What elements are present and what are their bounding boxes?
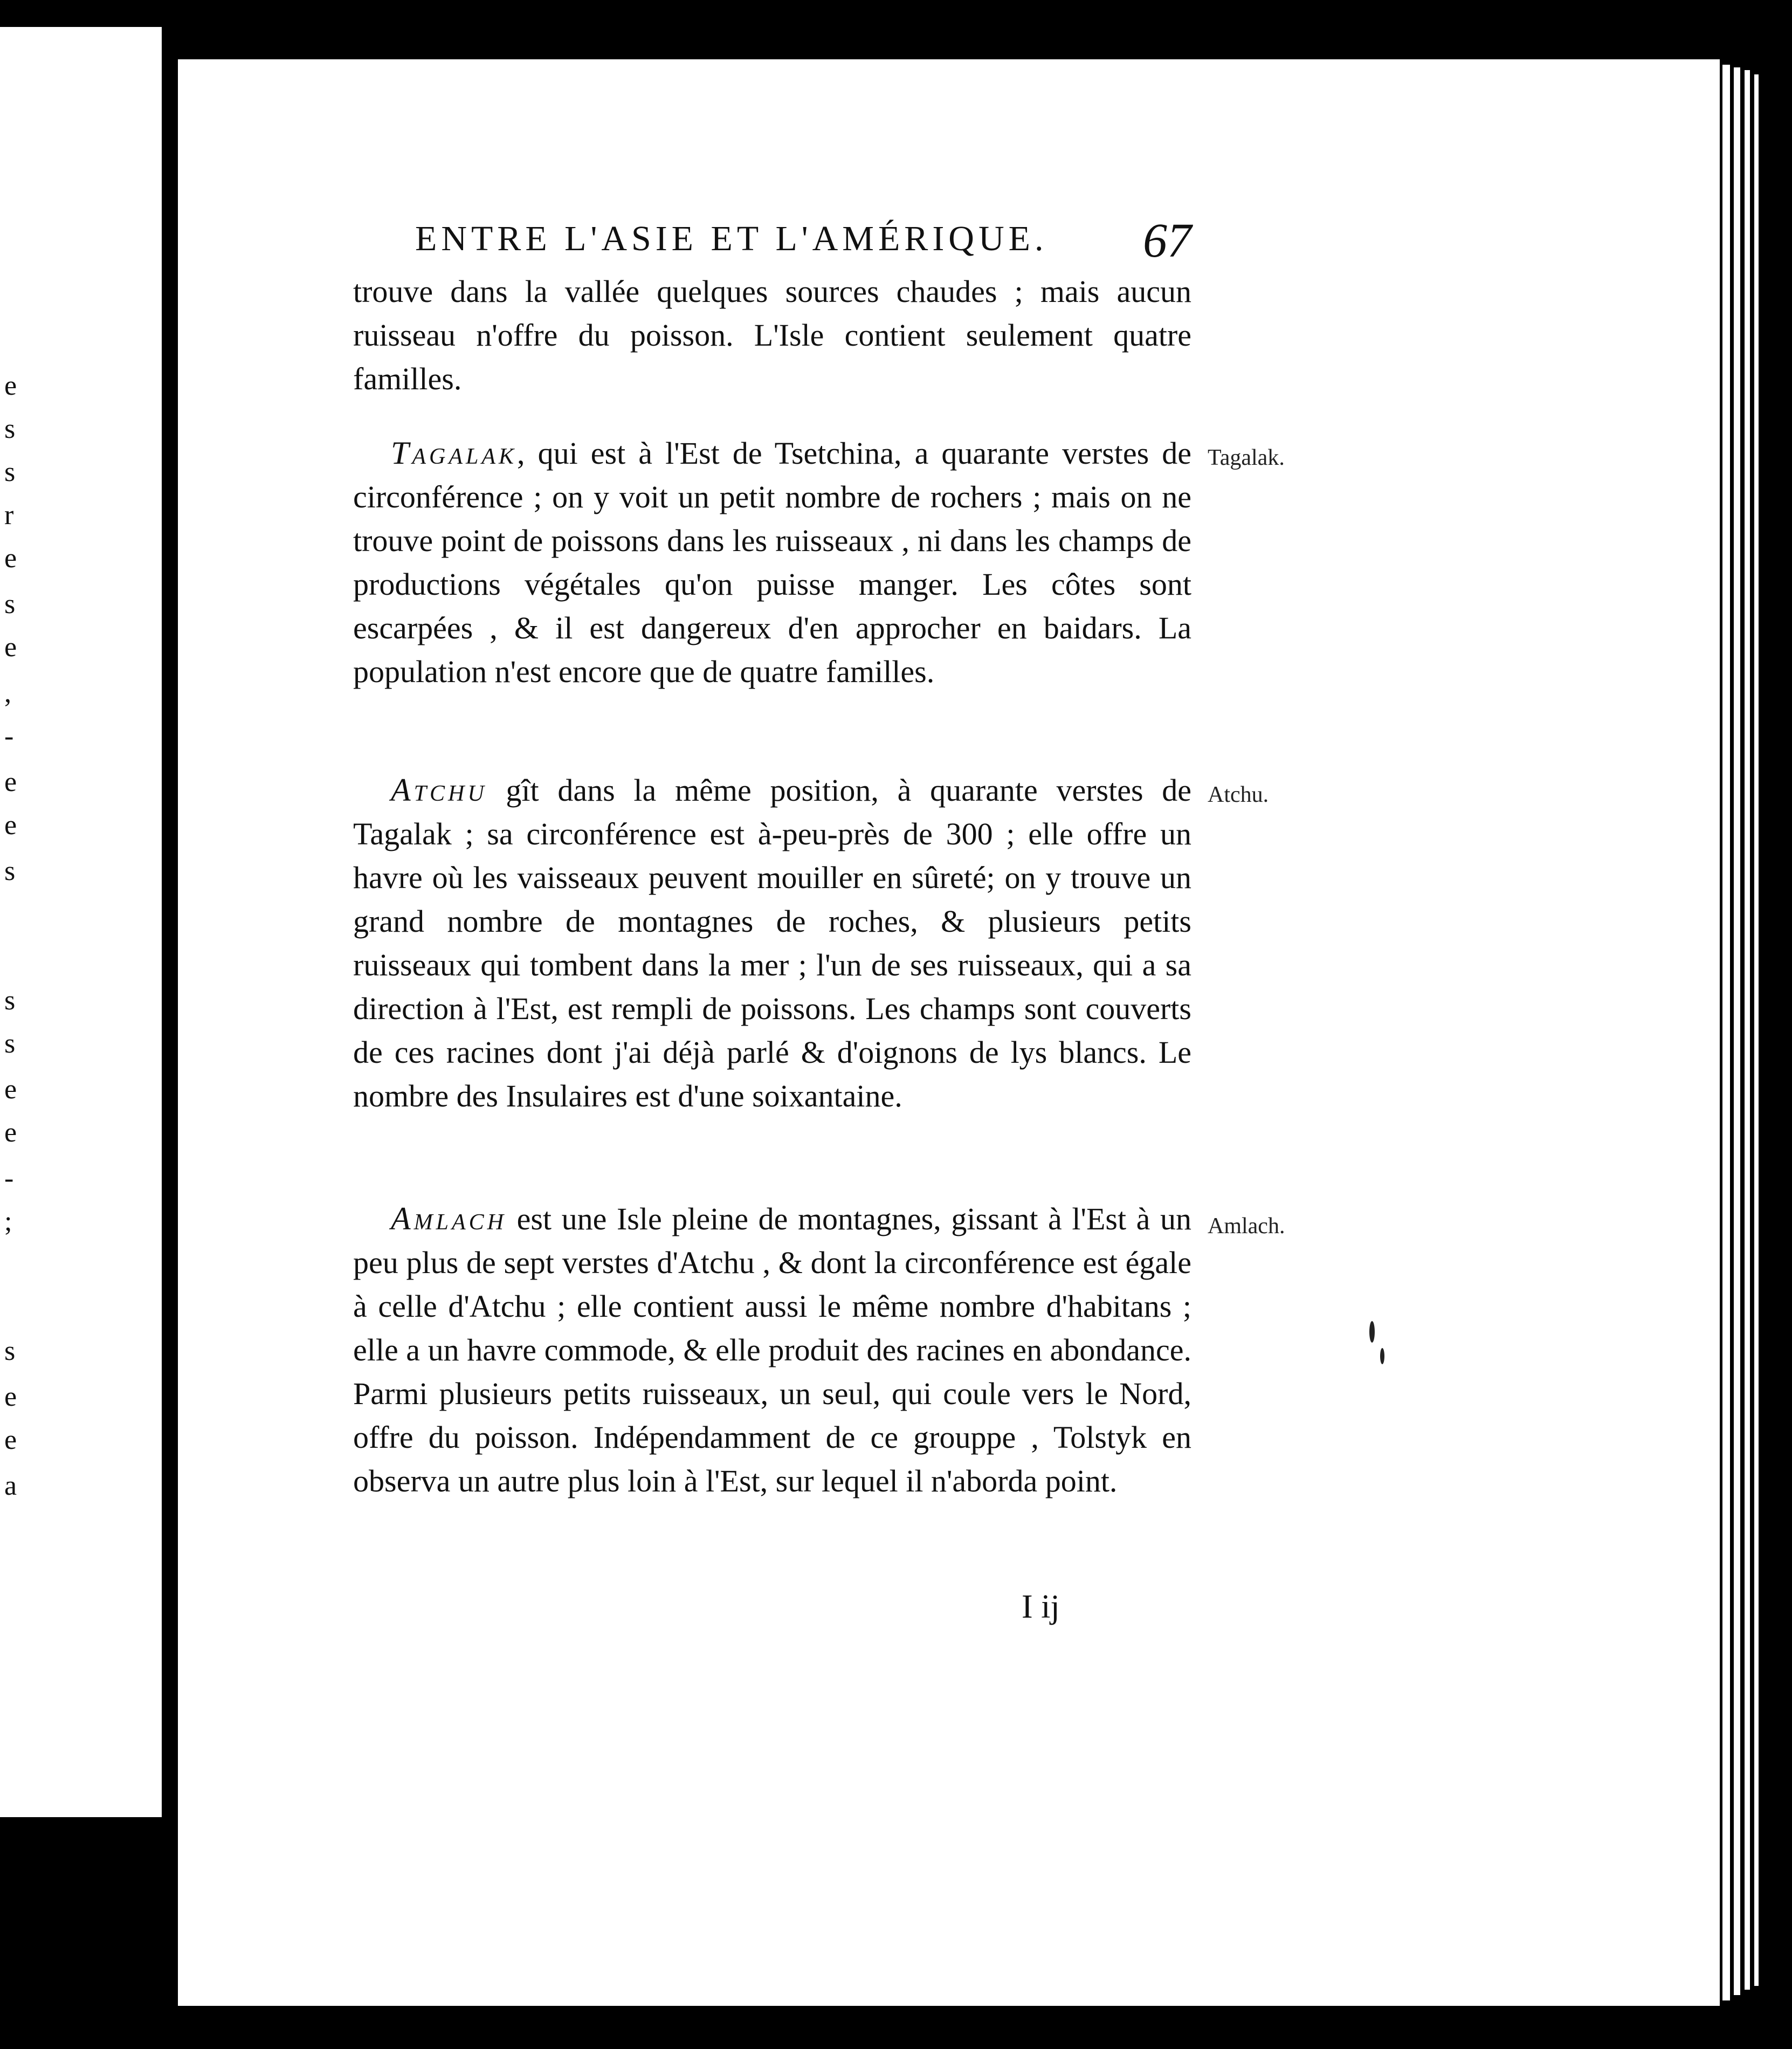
paragraph-text: est une Isle pleine de montagnes, gissant à l'Est à un peu plus de sept verstes d'Atchu , & dont la circonférence est égale à celle d'Atchu ; elle contient aussi le même nombre d'habitans ; elle a un havre commode, & elle produit des racines en abondance. Parmi plusieurs petits ruisseaux, un seul, qui coule vers le Nord, offre du poisson. Indépendamment de ce grouppe , Tolstyk en observa un autre plus loin à l'Est, sur lequel il n'aborda point. xyxy=(353,1201,1191,1498)
paragraph-atchu xyxy=(353,768,1191,1118)
scan-speck xyxy=(1380,1348,1384,1364)
paragraph-text: trouve dans la vallée quelques sources chaudes ; mais aucun ruisseau n'offre du poisson. L'Isle contient seulement quatre familles. xyxy=(353,274,1191,396)
left-page-fragment: e xyxy=(4,767,17,797)
paragraph-tagalak xyxy=(353,431,1191,693)
left-page-fragment: e xyxy=(4,632,17,663)
left-page-fragment: s xyxy=(4,457,16,487)
page-number: 67 xyxy=(1143,214,1191,267)
left-page-fragment: a xyxy=(4,1470,17,1501)
left-page-fragment: , xyxy=(4,678,11,709)
paragraph-lead-word: Atchu xyxy=(391,772,487,808)
margin-note-atchu: Atchu. xyxy=(1208,782,1269,807)
paragraph-text: , qui est à l'Est de Tsetchina, a quarante verstes de circonférence ; on y voit un petit nombre de rochers ; mais on ne trouve point de poissons dans les ruisseaux , ni dans les champs de productions végétales qu'on puisse manger. Les côtes sont escarpées , & il est dangereux d'en approcher en baidars. La population n'est encore que de quatre familles. xyxy=(353,436,1191,689)
left-page-fragment: - xyxy=(4,721,14,752)
left-page-fragment: s xyxy=(4,1336,16,1366)
page-edge xyxy=(1754,74,1759,1986)
left-page-fragment: e xyxy=(4,1381,17,1412)
margin-note-amlach: Amlach. xyxy=(1208,1214,1285,1239)
left-page-fragment: r xyxy=(4,500,14,531)
paragraph-text: gît dans la même position, à quarante verstes de Tagalak ; sa circonférence est à-peu-près de 300 ; elle offre un havre où les vaisseaux peuvent mouiller en sûreté; on y trouve un grand nombre de montagnes de roches, & plusieurs petits ruisseaux qui tombent dans la mer ; l'un de ses ruisseaux, qui a sa direction à l'Est, est rempli de poissons. Les champs sont couverts de ces racines dont j'ai déjà parlé & d'oignons de lys blancs. Le nombre des Insulaires est d'une soixantaine. xyxy=(353,773,1191,1113)
margin-note-tagalak: Tagalak. xyxy=(1208,445,1285,470)
left-page-fragment: s xyxy=(4,985,16,1016)
left-page-fragment: s xyxy=(4,414,16,444)
left-page-fragment: e xyxy=(4,810,17,841)
left-page-fragment: e xyxy=(4,1425,17,1455)
page-edge xyxy=(1745,70,1750,1990)
left-facing-page xyxy=(0,27,162,1817)
left-page-fragment: s xyxy=(4,856,16,886)
left-page-fragment: ; xyxy=(4,1206,12,1237)
running-head xyxy=(415,213,1191,272)
left-page-fragment: e xyxy=(4,543,17,574)
page-edge xyxy=(1734,67,1740,1995)
left-page-fragment: - xyxy=(4,1163,14,1194)
scan-speck xyxy=(1369,1321,1375,1343)
left-page-fragment: e xyxy=(4,1117,17,1148)
signature-mark: I ij xyxy=(1022,1589,1060,1625)
paragraph-lead-word: Amlach xyxy=(391,1201,507,1236)
paragraph-lead-word: Tagalak xyxy=(391,435,518,471)
paragraph-continuation xyxy=(353,270,1191,401)
left-page-fragment: e xyxy=(4,370,17,401)
page-edge xyxy=(1722,65,1730,2000)
left-page-fragment: s xyxy=(4,1028,16,1059)
paragraph-amlach xyxy=(353,1197,1191,1503)
left-page-fragment: s xyxy=(4,589,16,620)
left-page-fragment: e xyxy=(4,1074,17,1105)
running-head-title: ENTRE L'ASIE ET L'AMÉRIQUE. xyxy=(415,219,1048,258)
